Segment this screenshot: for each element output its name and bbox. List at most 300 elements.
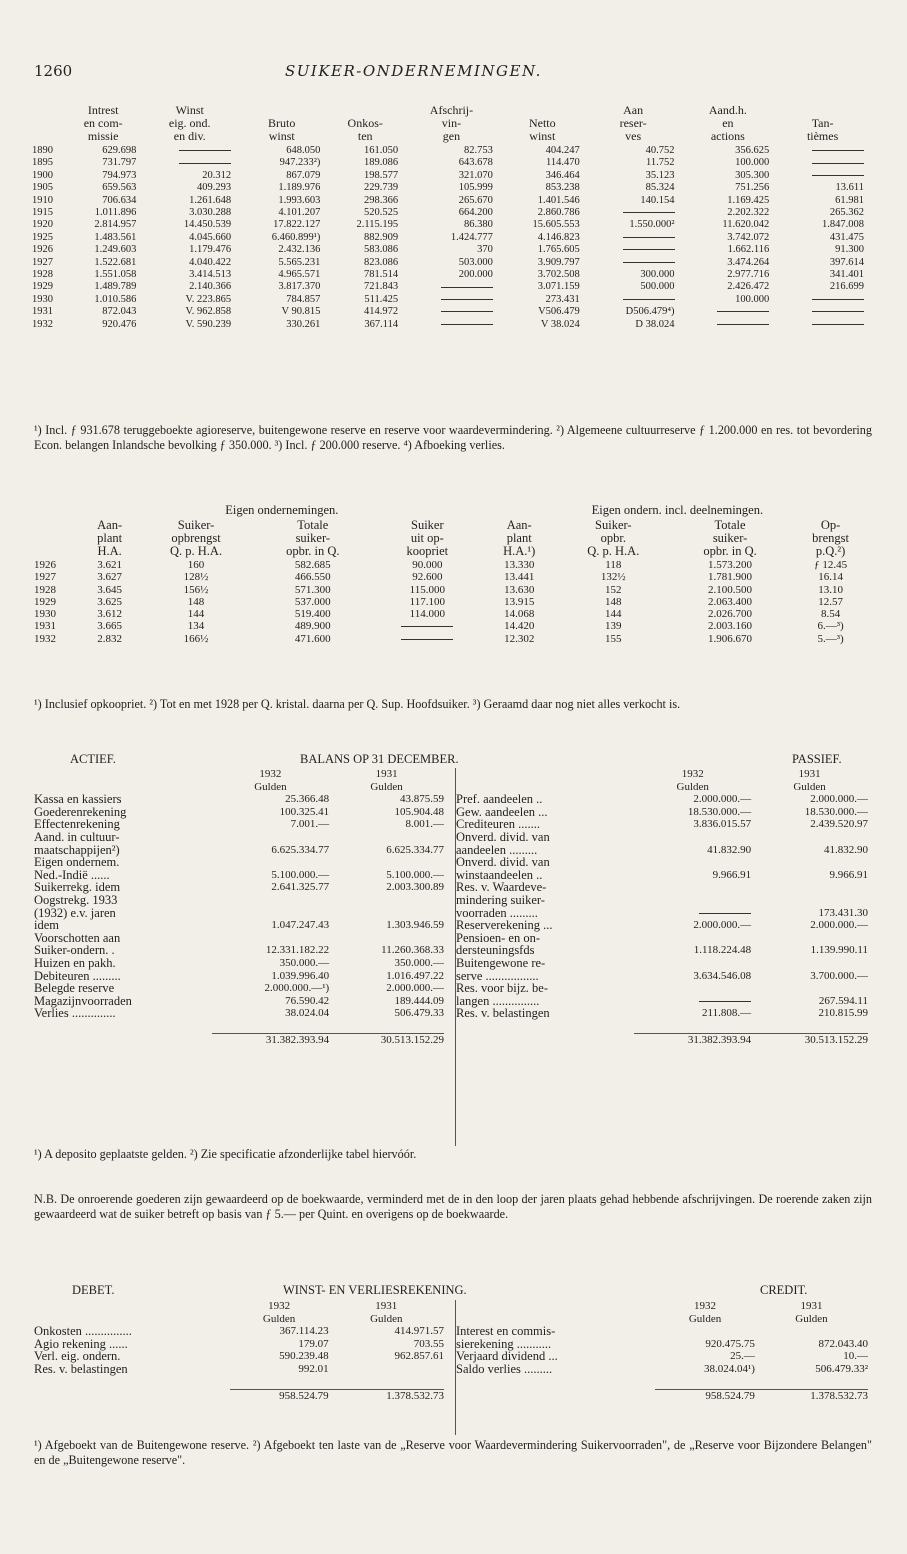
table-cell: 872.043 — [102, 306, 137, 318]
table-cell: 330.261 — [286, 318, 321, 330]
ledger-amount — [751, 856, 868, 869]
table-cell: 664.200 — [458, 207, 493, 219]
table-cell — [404, 281, 499, 293]
ledger-label — [456, 1300, 655, 1313]
ledger-total-row — [456, 1034, 868, 1047]
table-cell — [775, 145, 870, 157]
ledger-amount — [634, 982, 751, 995]
table-cell — [404, 319, 499, 331]
table-cell: 13.630 — [504, 583, 535, 596]
ledger-row — [34, 1363, 444, 1376]
ledger-amount: 2.000.000.— — [386, 982, 444, 995]
table-cell: 731.797 — [102, 157, 137, 169]
table-cell: 12.302 — [504, 632, 535, 645]
ledger-amount — [751, 932, 868, 945]
ledger-amount — [751, 831, 868, 844]
table-cell: 114.470 — [546, 157, 580, 169]
ledger-amount: 18.530.000.— — [687, 805, 752, 818]
table-row — [34, 584, 872, 596]
table-cell: 1.906.670 — [708, 632, 753, 645]
ledger-label: Suiker-ondern. . — [34, 943, 115, 958]
ledger-amount — [634, 907, 751, 920]
table-cell: 1.401.546 — [537, 194, 580, 206]
ledger-label: Agio rekening ...... — [34, 1336, 128, 1351]
ledger-row — [456, 856, 868, 869]
table-cell: 229.739 — [363, 182, 399, 194]
ledger-amount: 590.239.48 — [279, 1350, 329, 1363]
table-cell: 3.742.072 — [727, 231, 770, 243]
ledger-amount: 350.000.— — [394, 956, 444, 969]
table-cell: 82.753 — [463, 145, 493, 156]
table-cell: 1.179.476 — [189, 244, 232, 256]
table-cell: 537.000 — [294, 595, 331, 608]
ledger-row — [456, 1325, 868, 1338]
table-cell: 2.003.160 — [708, 620, 753, 633]
production-table — [34, 503, 872, 645]
credit-table — [456, 1300, 868, 1403]
page-number: 1260 — [34, 62, 73, 80]
ledger-amount: 962.857.61 — [394, 1350, 444, 1363]
table-cell: 13.10 — [818, 583, 843, 596]
ledger-amount: 43.875.59 — [400, 793, 444, 806]
ledger-amount: 703.55 — [413, 1337, 444, 1350]
table-cell: 2.115.195 — [356, 219, 399, 231]
ledger-amount: 1.139.990.11 — [810, 944, 868, 957]
ledger-total: 958.524.79 — [230, 1390, 329, 1403]
footnote-production: ¹) Inclusief opkoopriet. ²) Tot en met 1928 per Q. kristal. daarna per Q. Sup. Hoofdsuiker. ³) Geraamd daar nog niet alles verkocht is. — [34, 697, 681, 711]
table-cell: 160 — [187, 559, 205, 571]
table-cell: 13.611 — [835, 182, 864, 194]
table-cell: 2.832 — [97, 632, 123, 645]
table-cell — [142, 157, 237, 169]
table-row — [32, 145, 870, 157]
ledger-spacer — [34, 1020, 444, 1034]
ledger-row — [456, 894, 868, 907]
table-cell: 659.563 — [102, 182, 137, 194]
row-year: 1930 — [34, 608, 56, 621]
table-cell — [372, 633, 483, 645]
table-cell: 3.627 — [97, 571, 123, 584]
table-cell: 115.000 — [409, 583, 445, 596]
ledger-label — [34, 768, 212, 781]
ledger-row — [456, 957, 868, 970]
table-cell: 265.362 — [829, 207, 864, 219]
table-cell: 148 — [187, 595, 205, 608]
ledger-row — [34, 831, 444, 844]
dash-mark — [441, 299, 493, 300]
table-cell: 721.843 — [363, 281, 399, 293]
table-cell: V 38.024 — [540, 318, 580, 330]
row-year: 1910 — [32, 194, 53, 206]
ledger-amount: 6.625.334.77 — [271, 843, 330, 856]
ledger-row — [456, 793, 868, 806]
ledger-label: Saldo verlies ......... — [456, 1361, 553, 1376]
table-cell — [372, 620, 483, 632]
ledger-label: Crediteuren ....... — [456, 817, 541, 832]
table-cell: 2.432.136 — [278, 244, 321, 256]
table-cell: 2.977.716 — [727, 269, 770, 281]
table-cell: 1.781.900 — [708, 571, 753, 584]
ledger-amount: 8.001.— — [405, 818, 444, 831]
table-cell: 397.614 — [829, 256, 864, 268]
ledger-amount: 2.000.000.— — [693, 919, 752, 932]
row-year: 1926 — [32, 244, 53, 256]
table-cell: 3.817.370 — [278, 281, 321, 293]
table-row — [32, 195, 870, 207]
ledger-amount — [329, 1363, 444, 1376]
ledger-total: 1.378.532.73 — [755, 1390, 868, 1403]
ledger-amount: 920.475.75 — [705, 1337, 755, 1350]
group-left: Eigen ondernemingen. — [225, 503, 339, 517]
table-cell: 571.300 — [294, 583, 331, 596]
table-cell: 629.698 — [102, 145, 137, 156]
table-cell: 867.079 — [286, 169, 321, 181]
dash-mark — [623, 237, 675, 238]
table-cell: 2.026.700 — [708, 608, 753, 621]
ledger-header-row — [34, 1300, 444, 1313]
table-cell: 1.169.425 — [727, 194, 770, 206]
ledger-total: 1.378.532.73 — [329, 1390, 444, 1403]
credit-title: CREDIT. — [760, 1283, 808, 1297]
table-cell: 784.857 — [286, 293, 321, 305]
column-header: Tan- tièmes — [806, 116, 839, 143]
ledger-label — [456, 1390, 655, 1403]
table-cell: 300.000 — [640, 269, 675, 281]
dash-mark — [699, 913, 751, 914]
ledger-amount — [329, 856, 444, 869]
ledger-year: 1932 — [268, 1300, 291, 1312]
ledger-label: winstaandeelen .. — [456, 867, 543, 882]
table-cell: 2.100.500 — [708, 583, 753, 596]
ledger-label: serve ................. — [456, 968, 539, 983]
table-cell: 520.525 — [363, 207, 399, 219]
table-cell: 404.247 — [545, 145, 580, 156]
table-cell: 161.050 — [363, 145, 399, 156]
ledger-amount: 414.971.57 — [394, 1325, 444, 1338]
dash-mark — [401, 626, 453, 627]
table-cell: V506.479 — [538, 306, 580, 318]
table-cell: 414.972 — [363, 306, 399, 318]
table-cell: 3.030.288 — [189, 207, 232, 219]
ledger-amount: 267.594.11 — [818, 994, 868, 1007]
table-row — [32, 182, 870, 194]
table-cell: 144 — [187, 608, 205, 621]
passief-table — [456, 768, 868, 1047]
ledger-label: Buitengewone re- — [456, 955, 546, 970]
table-cell — [586, 294, 681, 306]
table-cell: 100.000 — [735, 157, 770, 169]
table-cell: 519.400 — [294, 608, 331, 621]
ledger-amount: 12.331.182.22 — [265, 944, 330, 957]
ledger-row — [34, 919, 444, 932]
column-header: Bruto winst — [268, 116, 296, 143]
table-row — [34, 571, 872, 583]
table-cell: V. 590.239 — [185, 318, 232, 330]
row-year: 1925 — [32, 231, 53, 243]
ledger-total: 30.513.152.29 — [329, 1034, 444, 1047]
table-cell: 2.202.322 — [727, 207, 770, 219]
table-cell: 61.981 — [835, 194, 864, 206]
table-row — [32, 207, 870, 219]
table-cell: 198.577 — [363, 169, 399, 181]
table-cell: 117.100 — [409, 595, 445, 608]
ledger-year: Gulden — [795, 1312, 828, 1325]
ledger-year: 1931 — [375, 768, 398, 780]
table-cell: 367.114 — [364, 318, 399, 330]
ledger-amount: 3.836.015.57 — [693, 818, 752, 831]
ledger-row — [34, 793, 444, 806]
table-cell: V. 962.858 — [185, 306, 232, 318]
table-cell: 643.678 — [458, 157, 493, 169]
column-header: Onkos- ten — [347, 116, 383, 143]
table-cell: 370 — [477, 244, 493, 256]
ledger-amount: 1.039.996.40 — [271, 969, 330, 982]
ledger-row — [456, 1363, 868, 1376]
ledger-label: Res. v. belastingen — [34, 1361, 128, 1376]
column-header: Aand.h. en actions — [708, 103, 747, 143]
table-cell: 356.625 — [735, 145, 770, 156]
dash-mark — [717, 311, 769, 312]
table-cell: 91.300 — [835, 244, 864, 256]
table-cell — [775, 294, 870, 306]
dash-mark — [401, 639, 453, 640]
table-cell: 152 — [605, 583, 622, 596]
table-cell: 4.045.660 — [189, 231, 232, 243]
table-cell: 3.612 — [97, 608, 123, 621]
table-cell: 466.550 — [294, 571, 331, 584]
ledger-amount: 2.000.000.— — [810, 919, 868, 932]
row-year: 1927 — [34, 571, 56, 584]
table-cell: 14.068 — [504, 608, 535, 621]
ledger-label: Res. voor bijz. be- — [456, 981, 548, 996]
row-year: 1929 — [32, 281, 53, 293]
row-year: 1905 — [32, 182, 53, 194]
actief-title: ACTIEF. — [70, 752, 116, 766]
dash-mark — [623, 249, 675, 250]
table-cell: 2.814.957 — [94, 219, 137, 231]
ledger-amount — [755, 1325, 868, 1338]
ledger-label: langen ............... — [456, 993, 540, 1008]
table-cell: 3.414.513 — [189, 269, 232, 281]
table-cell: 13.330 — [504, 559, 535, 571]
table-cell: 139 — [605, 620, 622, 633]
column-header: Op- brengst p.Q.²) — [812, 518, 849, 558]
table-cell — [142, 145, 237, 157]
table-cell: 105.999 — [458, 182, 493, 194]
table-cell: 114.000 — [409, 608, 445, 621]
ledger-amount — [329, 907, 444, 920]
table-cell: 13.915 — [504, 595, 535, 608]
wv-title: WINST- EN VERLIESREKENING. — [283, 1283, 467, 1297]
ledger-amount: 105.904.48 — [394, 805, 444, 818]
table-cell: 1.550.000² — [629, 219, 675, 231]
ledger-amount: 9.966.91 — [829, 868, 868, 881]
ledger-label: sierekening ........... — [456, 1336, 552, 1351]
ledger-row — [34, 982, 444, 995]
table-cell — [404, 294, 499, 306]
ledger-amount — [634, 957, 751, 970]
table-cell: 1.522.681 — [94, 256, 137, 268]
ledger-row — [34, 856, 444, 869]
table-cell: 1.483.561 — [94, 231, 137, 243]
table-cell — [404, 306, 499, 318]
ledger-header-row — [456, 768, 868, 781]
table-cell: 20.312 — [202, 169, 232, 181]
dash-mark — [717, 324, 769, 325]
ledger-amount: 2.439.520.97 — [810, 818, 868, 831]
passief-title: PASSIEF. — [792, 752, 842, 766]
ledger-year: Gulden — [688, 1312, 722, 1325]
table-cell: 140.154 — [640, 194, 675, 206]
ledger-amount — [751, 982, 868, 995]
dash-mark — [812, 299, 864, 300]
ledger-label: Oogstrekg. 1933 — [34, 892, 118, 907]
table-cell: 6.—³) — [817, 620, 844, 633]
ledger-label: Pref. aandeelen .. — [456, 792, 543, 807]
ledger-year: Gulden — [254, 780, 287, 793]
table-cell: 40.752 — [645, 145, 675, 156]
ledger-amount: 38.024.04 — [285, 1007, 330, 1020]
debet-title: DEBET. — [72, 1283, 115, 1297]
table-cell: 3.621 — [97, 559, 123, 571]
column-header: Suiker uit op- koopriet — [406, 518, 449, 558]
table-cell: 134 — [187, 620, 205, 633]
table-cell: 431.475 — [829, 231, 864, 243]
ledger-amount — [212, 907, 329, 920]
row-year: 1931 — [32, 306, 53, 318]
ledger-label: Reserverekening ... — [456, 918, 553, 933]
table-cell: 6.460.899¹) — [271, 231, 321, 243]
table-cell: D 38.024 — [635, 318, 675, 330]
table-cell: 4.101.207 — [278, 207, 321, 219]
ledger-amount — [634, 932, 751, 945]
ledger-amount: 76.590.42 — [285, 994, 330, 1007]
ledger-amount: 5.100.000.— — [271, 868, 330, 881]
nb-note: N.B. De onroerende goederen zijn gewaardeerd op de boekwaarde, verminderd met de in den loop der jaren plaats gehad hebbende afschrijvingen. De roerende zaken zijn gewaardeerd wat de suiker betreft op basis van ƒ 5.— per Quint. en overigens op de boekwaarde. — [34, 1192, 872, 1221]
ledger-total: 958.524.79 — [655, 1390, 755, 1403]
table-cell: 85.324 — [645, 182, 675, 194]
footnote-wv: ¹) Afgeboekt van de Buitengewone reserve. ²) Afgeboekt ten laste van de „Reserve voor Waardevermindering Suikervoorraden", de „Reserve voor Bijzondere Belangen" en de „Buitengewone reserve". — [34, 1438, 872, 1467]
table-cell: 882.909 — [363, 231, 399, 243]
ledger-year: 1932 — [259, 768, 282, 780]
table-cell: 3.909.797 — [537, 256, 580, 268]
table-cell — [586, 207, 681, 219]
row-year: 1931 — [34, 620, 56, 633]
table-cell: 128½ — [183, 571, 209, 584]
table-cell: 1.249.603 — [94, 244, 137, 256]
table-cell: 2.140.366 — [189, 281, 232, 293]
ledger-header-row — [456, 1300, 868, 1313]
table-cell: 794.973 — [102, 169, 137, 181]
ledger-amount: 506.479.33 — [394, 1007, 444, 1020]
ledger-label — [456, 768, 634, 781]
table-cell: 1.489.789 — [94, 281, 137, 293]
table-cell: 15.605.553 — [532, 219, 580, 231]
results-table — [32, 103, 870, 331]
ledger-label: Gew. aandeelen ... — [456, 804, 548, 819]
table-row — [32, 294, 870, 306]
ledger-label: Effectenrekening — [34, 817, 120, 832]
ledger-amount: 1.047.247.43 — [271, 919, 330, 932]
ledger-year: 1932 — [694, 1300, 717, 1312]
ledger-label: Aand. in cultuur- — [34, 829, 120, 844]
ledger-label: Magazijnvoorraden — [34, 993, 132, 1008]
ledger-label — [456, 1034, 634, 1047]
ledger-year: Gulden — [793, 780, 826, 793]
table-cell: 14.420 — [504, 620, 535, 633]
table-cell: 3.702.508 — [537, 269, 580, 281]
ledger-label: Verjaard dividend ... — [456, 1349, 558, 1364]
dash-mark — [441, 311, 493, 312]
column-header: Aan reser- ves — [619, 103, 647, 143]
ledger-amount: 211.808.— — [702, 1007, 752, 1020]
table-row — [34, 608, 872, 620]
column-header: Netto winst — [528, 116, 556, 143]
ledger-row — [34, 957, 444, 970]
table-cell: 16.14 — [818, 571, 843, 584]
ledger-label — [34, 1034, 212, 1047]
table-cell — [586, 244, 681, 256]
ledger-amount — [329, 831, 444, 844]
table-cell: 1.847.008 — [822, 219, 864, 231]
dash-mark — [441, 287, 493, 288]
column-header: Totale suiker- opbr. in Q. — [286, 518, 340, 558]
footnote-results: ¹) Incl. ƒ 931.678 teruggeboekte agioreserve, buitengewone reserve en reserve voor waardevermindering. ²) Algemeene cultuurreserve ƒ 1.200.000 en res. tot bevordering Econ. belangen Inlandsche bevolking ƒ 350.000. ³) Incl. ƒ 200.000 reserve. ⁴) Afboeking verlies. — [34, 423, 872, 452]
table-cell: 3.474.264 — [727, 256, 770, 268]
ledger-amount: 11.260.368.33 — [381, 944, 444, 957]
ledger-label: Verlies .............. — [34, 1006, 116, 1021]
ledger-amount — [751, 894, 868, 907]
table-cell: 409.293 — [196, 182, 232, 194]
ledger-total-row — [456, 1390, 868, 1403]
ledger-row — [456, 982, 868, 995]
table-cell: 1.551.058 — [94, 269, 137, 281]
dash-mark — [812, 311, 864, 312]
table-cell: 2.426.472 — [727, 281, 770, 293]
ledger-amount: 506.479.33² — [815, 1362, 868, 1375]
table-cell: 341.401 — [829, 269, 864, 281]
table-cell: 4.965.571 — [278, 269, 321, 281]
table-cell — [586, 257, 681, 269]
table-cell: 346.464 — [545, 169, 580, 181]
ledger-amount: 3.700.000.— — [810, 969, 868, 982]
ledger-label: dersteuningsfds — [456, 943, 535, 958]
table-cell — [775, 306, 870, 318]
table-row — [34, 559, 872, 571]
table-cell: 92.600 — [412, 571, 443, 584]
ledger-label: Suikerrekg. idem — [34, 880, 121, 895]
dash-mark — [812, 175, 864, 176]
actief-table — [34, 768, 444, 1047]
table-cell: 489.900 — [294, 620, 331, 633]
column-header: Intrest en com- missie — [83, 103, 123, 143]
ledger-total: 30.513.152.29 — [751, 1034, 868, 1047]
table-cell: 118 — [605, 559, 622, 571]
ledger-label — [34, 1300, 230, 1313]
row-year: 1920 — [32, 219, 53, 231]
table-cell: 706.634 — [102, 194, 137, 206]
dash-mark — [623, 299, 675, 300]
table-cell: 823.086 — [363, 256, 399, 268]
ledger-amount: 2.000.000.— — [693, 793, 752, 806]
table-cell: 156½ — [183, 583, 209, 596]
ledger-amount: 367.114.23 — [279, 1325, 329, 1338]
ledger-amount: 189.444.09 — [394, 994, 444, 1007]
table-row — [32, 319, 870, 331]
table-cell: 155 — [605, 632, 622, 645]
table-cell: 582.685 — [294, 559, 331, 571]
ledger-amount: 41.832.90 — [824, 843, 868, 856]
